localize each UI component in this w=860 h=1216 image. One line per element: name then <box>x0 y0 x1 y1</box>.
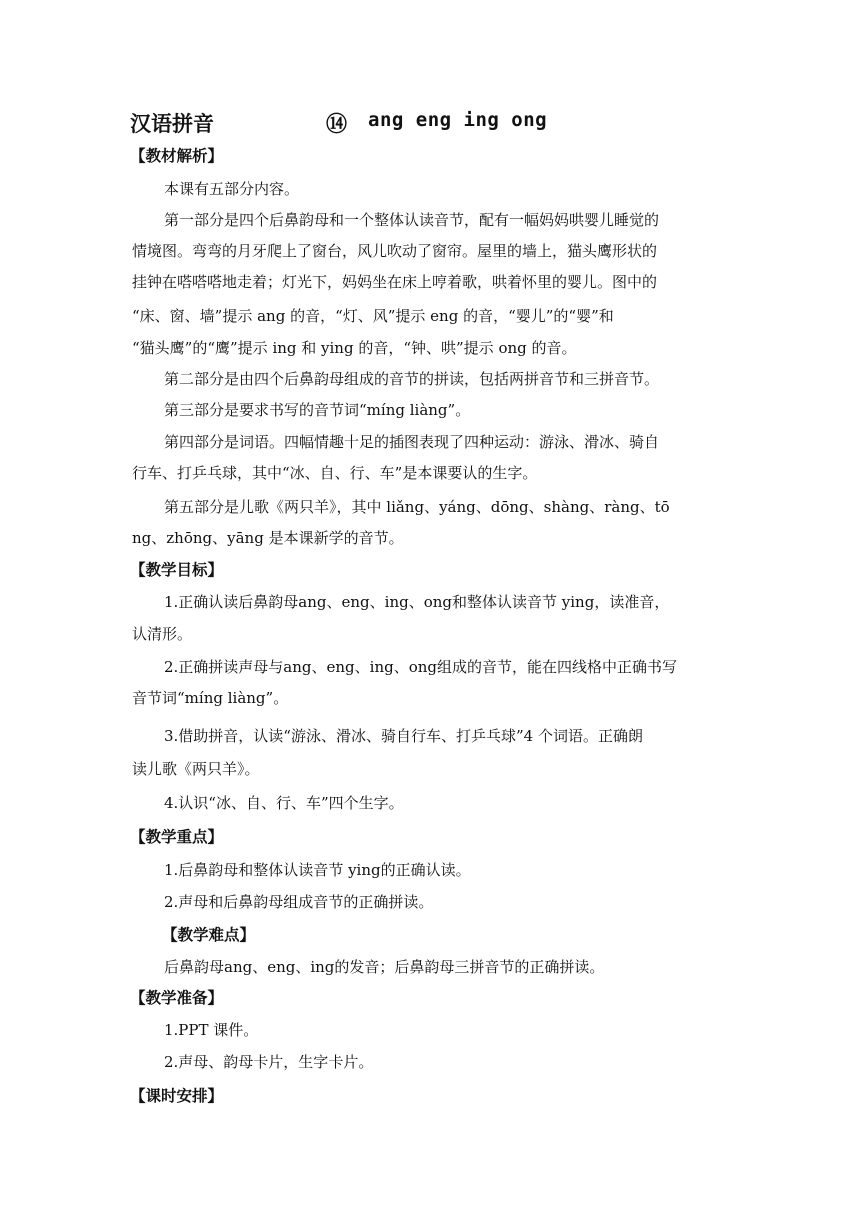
list-item: 3.借助拼音，认读“游泳、滑冰、骑自行车、打乒乓球”4 个词语。正确朗 <box>164 727 643 745</box>
paragraph-line: 第三部分是要求书写的音节词“míng liàng”。 <box>164 401 471 419</box>
section-heading-difficulties: 【教学难点】 <box>162 926 256 944</box>
paragraph-line: “床、窗、墙”提示 ang 的音，“灯、风”提示 eng 的音，“婴儿”的“婴”和 <box>132 307 614 325</box>
section-heading-goals: 【教学目标】 <box>130 561 224 579</box>
lesson-finals: ang eng ing ong <box>368 109 548 131</box>
paragraph-line: 第一部分是四个后鼻韵母和一个整体认读音节，配有一幅妈妈哄婴儿睡觉的 <box>164 211 660 229</box>
paragraph-line: 行车、打乒乓球，其中“冰、自、行、车”是本课要认的生字。 <box>132 464 538 482</box>
section-heading-preparation: 【教学准备】 <box>130 989 224 1007</box>
paragraph-line: ng、zhōng、yāng 是本课新学的音节。 <box>132 529 404 547</box>
paragraph-line: 挂钟在嗒嗒嗒地走着；灯光下，妈妈坐在床上哼着歌，哄着怀里的婴儿。图中的 <box>132 273 658 291</box>
paragraph-line: 第四部分是词语。四幅情趣十足的插图表现了四种运动：游泳、滑冰、骑自 <box>164 433 660 451</box>
list-item-continuation: 认清形。 <box>132 625 193 643</box>
list-item-continuation: 读儿歌《两只羊》。 <box>132 760 260 778</box>
lesson-number: ⑭ <box>326 112 347 136</box>
paragraph-line: 第二部分是由四个后鼻韵母组成的音节的拼读，包括两拼音节和三拼音节。 <box>164 370 660 388</box>
paragraph-line: 本课有五部分内容。 <box>164 180 300 198</box>
list-item: 1.PPT 课件。 <box>164 1021 259 1039</box>
section-heading-key-points: 【教学重点】 <box>130 828 224 846</box>
list-item: 1.正确认读后鼻韵母ang、eng、ing、ong和整体认读音节 ying，读准音， <box>164 593 670 611</box>
paragraph-line: 情境图。弯弯的月牙爬上了窗台，风儿吹动了窗帘。屋里的墙上，猫头鹰形状的 <box>132 242 658 260</box>
list-item: 4.认识“冰、自、行、车”四个生字。 <box>164 794 404 812</box>
section-heading-schedule: 【课时安排】 <box>130 1087 224 1105</box>
list-item-continuation: 音节词“míng liàng”。 <box>132 689 289 707</box>
list-item: 2.声母和后鼻韵母组成音节的正确拼读。 <box>164 893 434 911</box>
paragraph-line: 第五部分是儿歌《两只羊》，其中 liǎng、yáng、dōng、shàng、ràng、tō <box>164 498 670 516</box>
list-item: 1.后鼻韵母和整体认读音节 ying的正确认读。 <box>164 861 471 879</box>
paragraph-line: “猫头鹰”的“鹰”提示 ing 和 ying 的音，“钟、哄”提示 ong 的音。 <box>132 339 577 357</box>
title-subject: 汉语拼音 <box>130 112 214 136</box>
section-heading-analysis: 【教材解析】 <box>130 147 224 165</box>
list-item: 2.声母、韵母卡片，生字卡片。 <box>164 1053 374 1071</box>
list-item: 2.正确拼读声母与ang、eng、ing、ong组成的音节，能在四线格中正确书写 <box>164 658 678 676</box>
paragraph-line: 后鼻韵母ang、eng、ing的发音；后鼻韵母三拼音节的正确拼读。 <box>164 958 605 976</box>
document-title <box>130 108 750 140</box>
